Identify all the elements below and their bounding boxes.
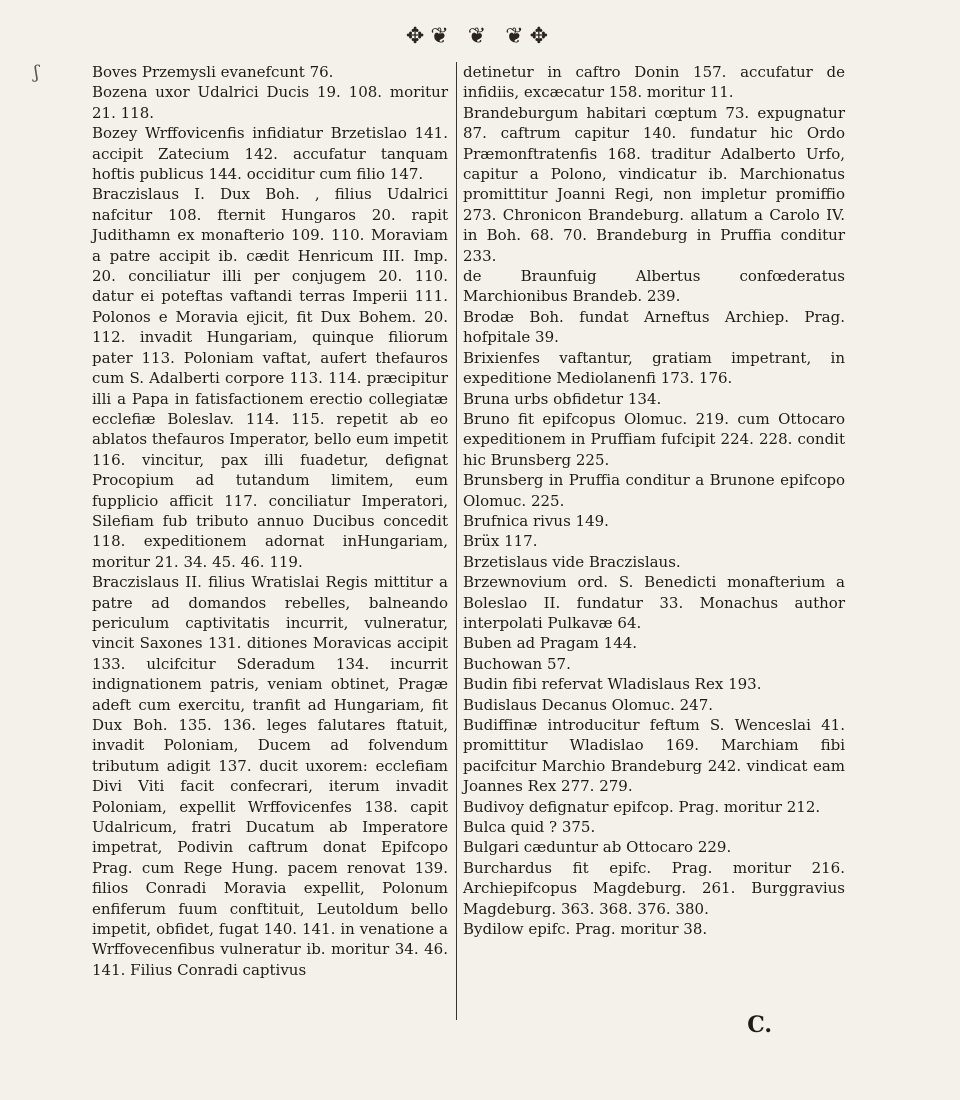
catchword: C.	[747, 1012, 772, 1038]
index-entry: Brandeburgum habitari cœptum 73. expugnatur 87. caftrum capitur 140. fundatur hic Ordo Præmonftratenfis 168. traditur Adalberto Urfo, capitur a Polono, vindicatur ib. Marchionatus promittitur Joanni Regi, non impletur promiffio 273. Chronicon Brandeburg. allatum a Carolo IV. in Boh. 68. 70. Brandeburg in Pruffia conditur 233.	[463, 103, 845, 265]
index-entry: Burchardus fit epifc. Prag. moritur 216. Archiepifcopus Magdeburg. 261. Burggravius Magdeburg. 363. 368. 376. 380.	[463, 858, 845, 918]
margin-mark: ʃ	[34, 62, 39, 83]
index-entry: Brunsberg in Pruffia conditur a Brunone epifcopo Olomuc. 225.	[463, 471, 845, 510]
index-entry: Boves Przemysli evanefcunt 76.	[92, 63, 334, 81]
index-entry: Budislaus Decanus Olomuc. 247.	[463, 695, 714, 714]
index-entry: Brodæ Boh. fundat Arneftus Archiep. Prag. hofpitale 39.	[463, 307, 845, 347]
index-entry: detinetur in caftro Donin 157. accufatur de infidiis, excæcatur 158. moritur 11.	[463, 63, 845, 102]
index-entry: Bozey Wrffovicenfis infidiatur Brzetislao 141. accipit Zatecium 142. accufatur tanquam hoftis publicus 144. occiditur cum filio 147.	[92, 124, 448, 184]
index-entry: Bruna urbs obfidetur 134.	[463, 389, 662, 408]
index-entry: Bulca quid ? 375.	[463, 818, 596, 837]
index-entry: Braczislaus I. Dux Boh. , filius Udalrici nafcitur 108. fternit Hungaros 20. rapit Judithamn ex monafterio 109. 110. Moraviam a patre accipit ib. cædit Henricum III. Imp. 20. conciliatur illi per conjugem 20. 110. datur ei poteftas vaftandi terras Imperii 111. Polonos e Moravia ejicit, fit Dux Bohem. 20. 112. invadit Hungariam, quinque filiorum pater 113. Poloniam vaftat, aufert thefauros cum S. Adalberti corpore 113. 114. præcipitur illi a Papa in fatisfactionem erectio collegiatæ ecclefiæ Boleslav. 114. 115. repetit ab eo ablatos thefauros Imperator, bello eum impetit 116. vincitur, pax illi fuadetur, defignat Procopium ad tutandum limitem, eum fupplicio afficit 117. conciliatur Imperatori, Silefiam fub tributo annuo Ducibus concedit 118. expeditionem adornat inHungariam, moritur 21. 34. 45. 46. 119.	[92, 185, 448, 571]
index-entry: Budiffinæ introducitur feftum S. Wenceslai 41. promittitur Wladislao 169. Marchiam fibi pacifcitur Marchio Brandeburg 242. vindicat eam Joannes Rex 277. 279.	[463, 716, 845, 796]
index-entry: Buben ad Pragam 144.	[463, 634, 638, 653]
index-entry: Bruno fit epifcopus Olomuc. 219. cum Ottocaro expeditionem in Pruffiam fufcipit 224. 228. condit hic Brunsberg 225.	[463, 409, 845, 469]
index-entry: Brixienfes vaftantur, gratiam impetrant, in expeditione Mediolanenfi 173. 176.	[463, 348, 845, 388]
index-entry: Budivoy defignatur epifcop. Prag. moritur 212.	[463, 797, 821, 816]
index-entry: de Braunfuig Albertus confœderatus Marchionibus Brandeb. 239.	[463, 267, 845, 306]
index-entry: Buchowan 57.	[463, 654, 571, 673]
index-entry: Brufnica rivus 149.	[463, 511, 609, 530]
index-column-left	[92, 62, 448, 1020]
index-entry: Braczislaus II. filius Wratislai Regis mittitur a patre ad domandos rebelles, balneando periculum captivitatis incurrit, vulneratur, vincit Saxones 131. ditiones Moravicas accipit 133. ulcifcitur Sderadum 134. incurrit indignationem patris, veniam obtinet, Pragæ adeft cum exercitu, tranfit ad Hungariam, fit Dux Boh. 135. 136. leges falutares ftatuit, invadit Poloniam, Ducem ad folvendum tributum adigit 137. ducit uxorem: ecclefiam Divi Viti facit confecrari, iterum invadit Poloniam, expellit Wrffovicenfes 138. capit Udalricum, fratri Ducatum ab Imperatore impetrat, Podivin caftrum donat Epifcopo Prag. cum Rege Hung. pacem renovat 139. filios Conradi Moravia expellit, Polonum enfiferum fuum conftituit, Leutoldum bello impetit, obfidet, fugat 140. 141. in venatione a Wrffovecenfibus vulneratur ib. moritur 34. 46. 141. Filius Conradi captivus	[92, 573, 448, 979]
index-entry: Brüx 117.	[463, 532, 538, 551]
index-entry: Brzetislaus vide Braczislaus.	[463, 552, 681, 571]
header-ornament: ✥❦ ❦ ❦✥	[405, 24, 555, 49]
index-entry: Brzewnovium ord. S. Benedicti monafterium a Boleslao II. fundatur 33. Monachus author interpolati Pulkavæ 64.	[463, 573, 845, 632]
index-entry: Bydilow epifc. Prag. moritur 38.	[463, 920, 708, 939]
index-entry: Bozena uxor Udalrici Ducis 19. 108. moritur 21. 118.	[92, 83, 448, 122]
index-entry: Bulgari cæduntur ab Ottocaro 229.	[463, 838, 732, 857]
index-entry: Budin fibi refervat Wladislaus Rex 193.	[463, 675, 762, 694]
index-column-right	[456, 62, 845, 1020]
